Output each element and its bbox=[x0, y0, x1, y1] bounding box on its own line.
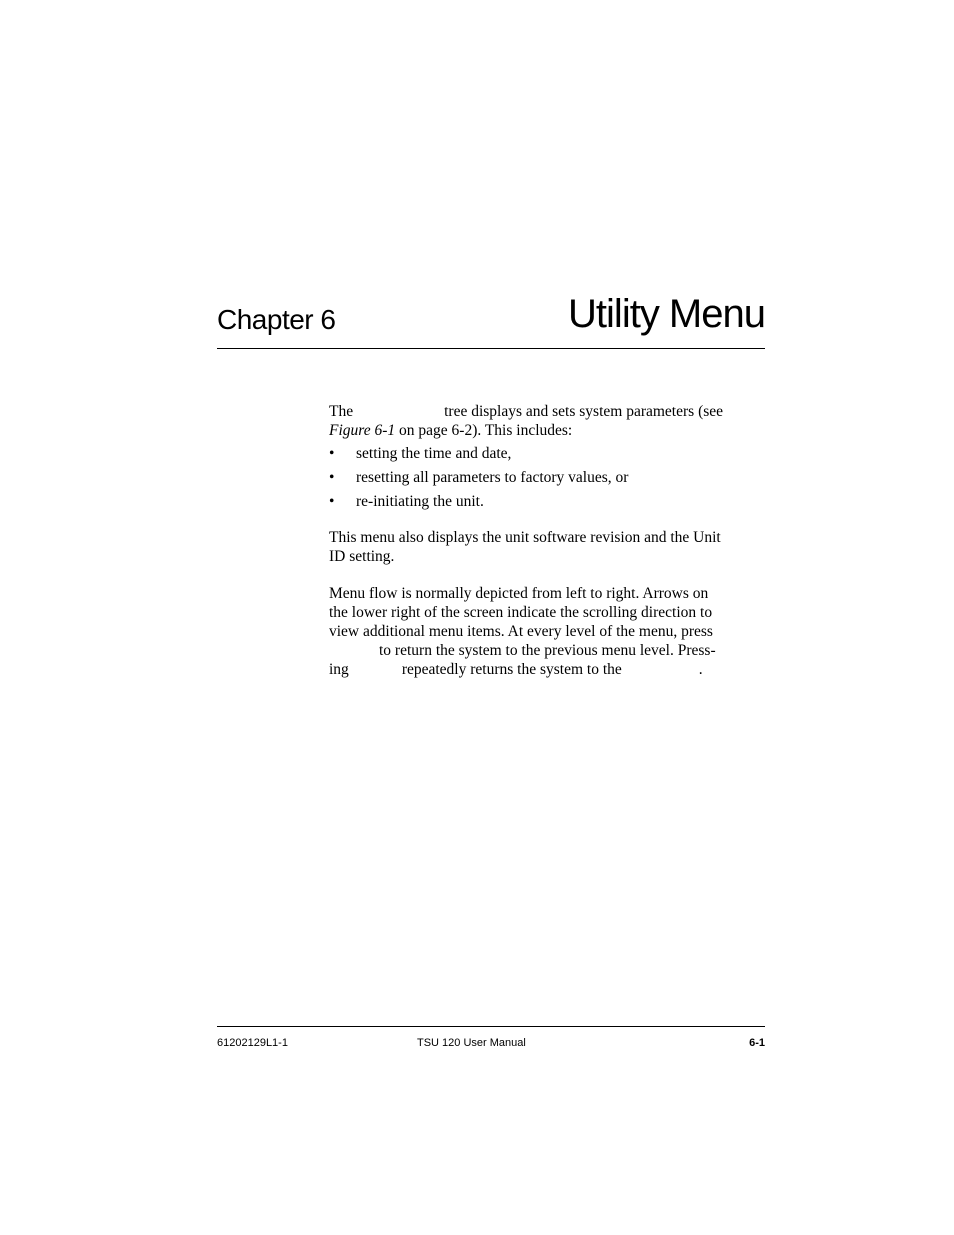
bullet-icon: • bbox=[329, 493, 335, 510]
software-paragraph bbox=[329, 528, 765, 566]
menu-flow-paragraph bbox=[329, 584, 765, 679]
bullet-text: re-initiating the unit. bbox=[356, 493, 484, 510]
page-footer bbox=[217, 1026, 765, 1051]
software-line-1: This menu also displays the unit software revision and the Unit bbox=[329, 529, 721, 546]
intro-paragraph bbox=[329, 402, 765, 440]
menu-flow-line-3: view additional menu items. At every level of the menu, press bbox=[329, 623, 713, 640]
menu-flow-repeatedly: repeatedly returns the system to the bbox=[401, 661, 622, 678]
menu-flow-period: . bbox=[698, 661, 703, 678]
bullet-text: setting the time and date, bbox=[356, 445, 512, 462]
menu-flow-ing: ing bbox=[329, 661, 349, 678]
bullet-icon: • bbox=[329, 469, 335, 486]
bullet-icon: • bbox=[329, 445, 335, 462]
intro-text-tree: tree displays and sets system parameters (see bbox=[444, 403, 724, 420]
part-number: 61202129L1-1 bbox=[217, 1037, 288, 1049]
intro-text-the: The bbox=[329, 403, 354, 420]
chapter-label: Chapter 6 bbox=[217, 304, 336, 335]
figure-reference: Figure 6-1 bbox=[329, 422, 396, 439]
menu-flow-return-text: to return the system to the previous menu level. Press- bbox=[379, 642, 716, 659]
software-line-2: ID setting. bbox=[329, 548, 395, 565]
manual-title: TSU 120 User Manual bbox=[417, 1037, 526, 1049]
intro-text-includes: on page 6-2). This includes: bbox=[395, 422, 573, 439]
intro-line-1 bbox=[329, 402, 765, 421]
chapter-header bbox=[217, 292, 765, 349]
menu-flow-line-5 bbox=[329, 660, 765, 679]
bullet-text: resetting all parameters to factory values, or bbox=[356, 469, 629, 486]
chapter-title: Utility Menu bbox=[568, 292, 765, 336]
menu-flow-line-2: the lower right of the screen indicate the scrolling direction to bbox=[329, 604, 713, 621]
intro-line-2 bbox=[329, 421, 765, 440]
menu-flow-line-1: Menu flow is normally depicted from left to right. Arrows on bbox=[329, 585, 709, 602]
page-number: 6-1 bbox=[749, 1037, 765, 1049]
menu-flow-line-4 bbox=[329, 641, 765, 660]
